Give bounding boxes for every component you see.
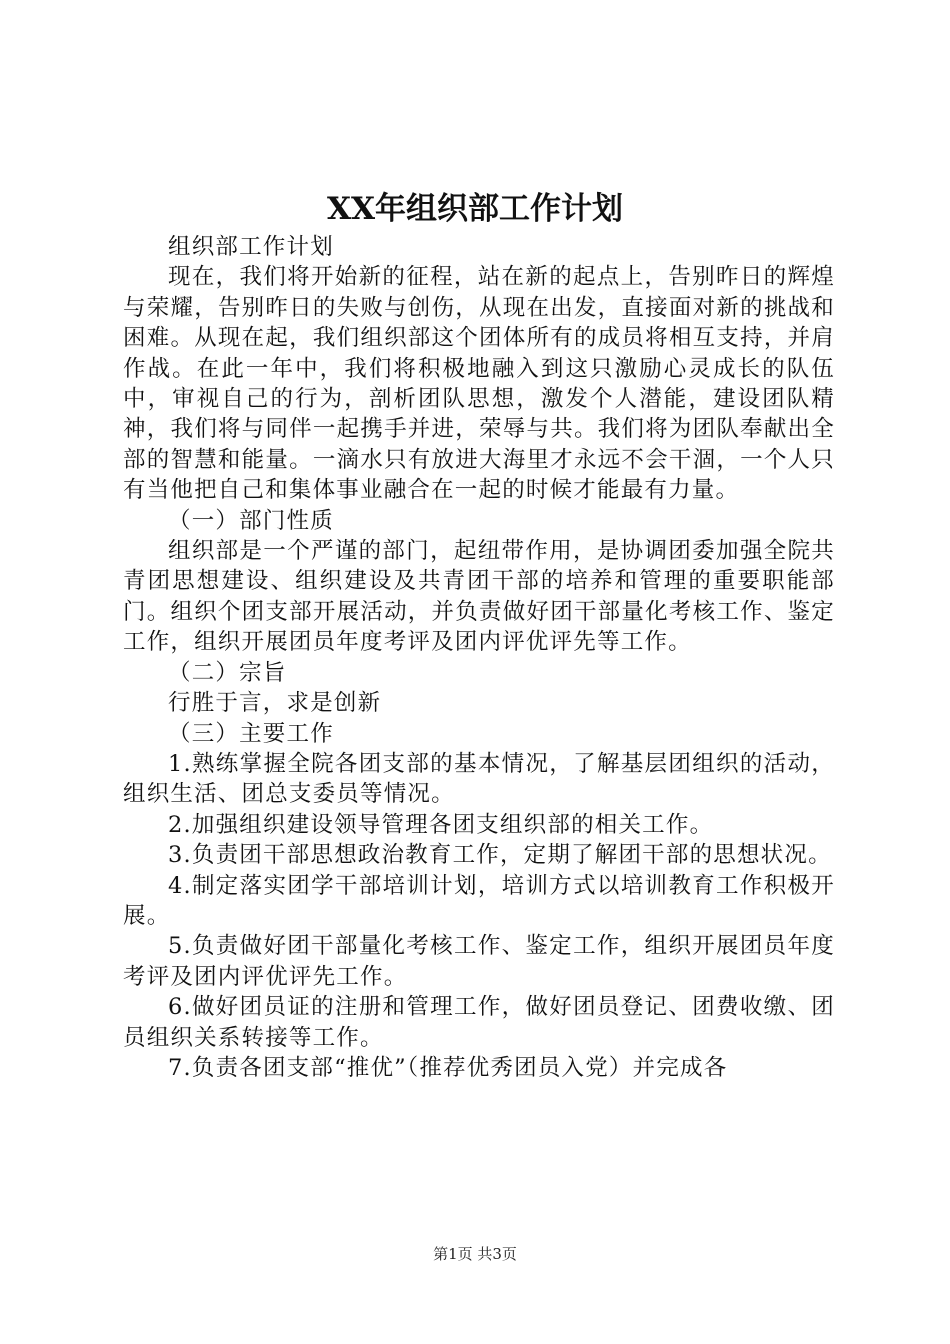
work-item-6: 6.做好团员证的注册和管理工作，做好团员登记、团费收缴、团员组织关系转接等工作。 <box>123 994 835 1051</box>
intro-paragraph: 现在，我们将开始新的征程，站在新的起点上，告别昨日的辉煌与荣耀，告别昨日的失败与创伤，从现在出发，直接面对新的挑战和困难。从现在起，我们组织部这个团体所有的成员将相互支持，并肩作战。在此一年中，我们将积极地融入到这只激励心灵成长的队伍中，审视自己的行为，剖析团队思想，激发个人潜能，建设团队精神，我们将与同伴一起携手并进，荣辱与共。我们将为团队奉献出全部的智慧和能量。一滴水只有放进大海里才永远不会干涸，一个人只有当他把自己和集体事业融合在一起的时候才能最有力量。 <box>123 264 835 504</box>
document-title: XX年组织部工作计划 <box>326 191 624 227</box>
document-body <box>123 232 835 1083</box>
section-heading-main-work: （三）主要工作 <box>168 720 334 747</box>
nature-paragraph: 组织部是一个严谨的部门，起纽带作用，是协调团委加强全院共青团思想建设、组织建设及共青团干部的培养和管理的重要职能部门。组织个团支部开展活动，并负责做好团干部量化考核工作、鉴定工作，组织开展团员年度考评及团内评优评先等工作。 <box>123 538 835 656</box>
work-item-5: 5.负责做好团干部量化考核工作、鉴定工作，组织开展团员年度考评及团内评优评先工作。 <box>123 933 835 990</box>
work-item-2: 2.加强组织建设领导管理各团支组织部的相关工作。 <box>168 811 714 838</box>
work-item-7: 7.负责各团支部“推优”（推荐优秀团员入党）并完成各 <box>168 1054 728 1081</box>
section-heading-purpose: （二）宗旨 <box>168 659 287 686</box>
work-item-4: 4.制定落实团学干部培训计划，培训方式以培训教育工作积极开展。 <box>123 872 835 929</box>
purpose-paragraph: 行胜于言，求是创新 <box>168 690 382 717</box>
page-footer: 第1页 共3页 <box>433 1245 517 1263</box>
section-heading-nature: （一）部门性质 <box>168 507 334 534</box>
work-item-1: 1.熟练掌握全院各团支部的基本情况，了解基层团组织的活动，组织生活、团总支委员等情况。 <box>123 750 835 808</box>
work-item-3: 3.负责团干部思想政治教育工作，定期了解团干部的思想状况。 <box>168 842 832 869</box>
subtitle-paragraph: 组织部工作计划 <box>168 234 334 260</box>
